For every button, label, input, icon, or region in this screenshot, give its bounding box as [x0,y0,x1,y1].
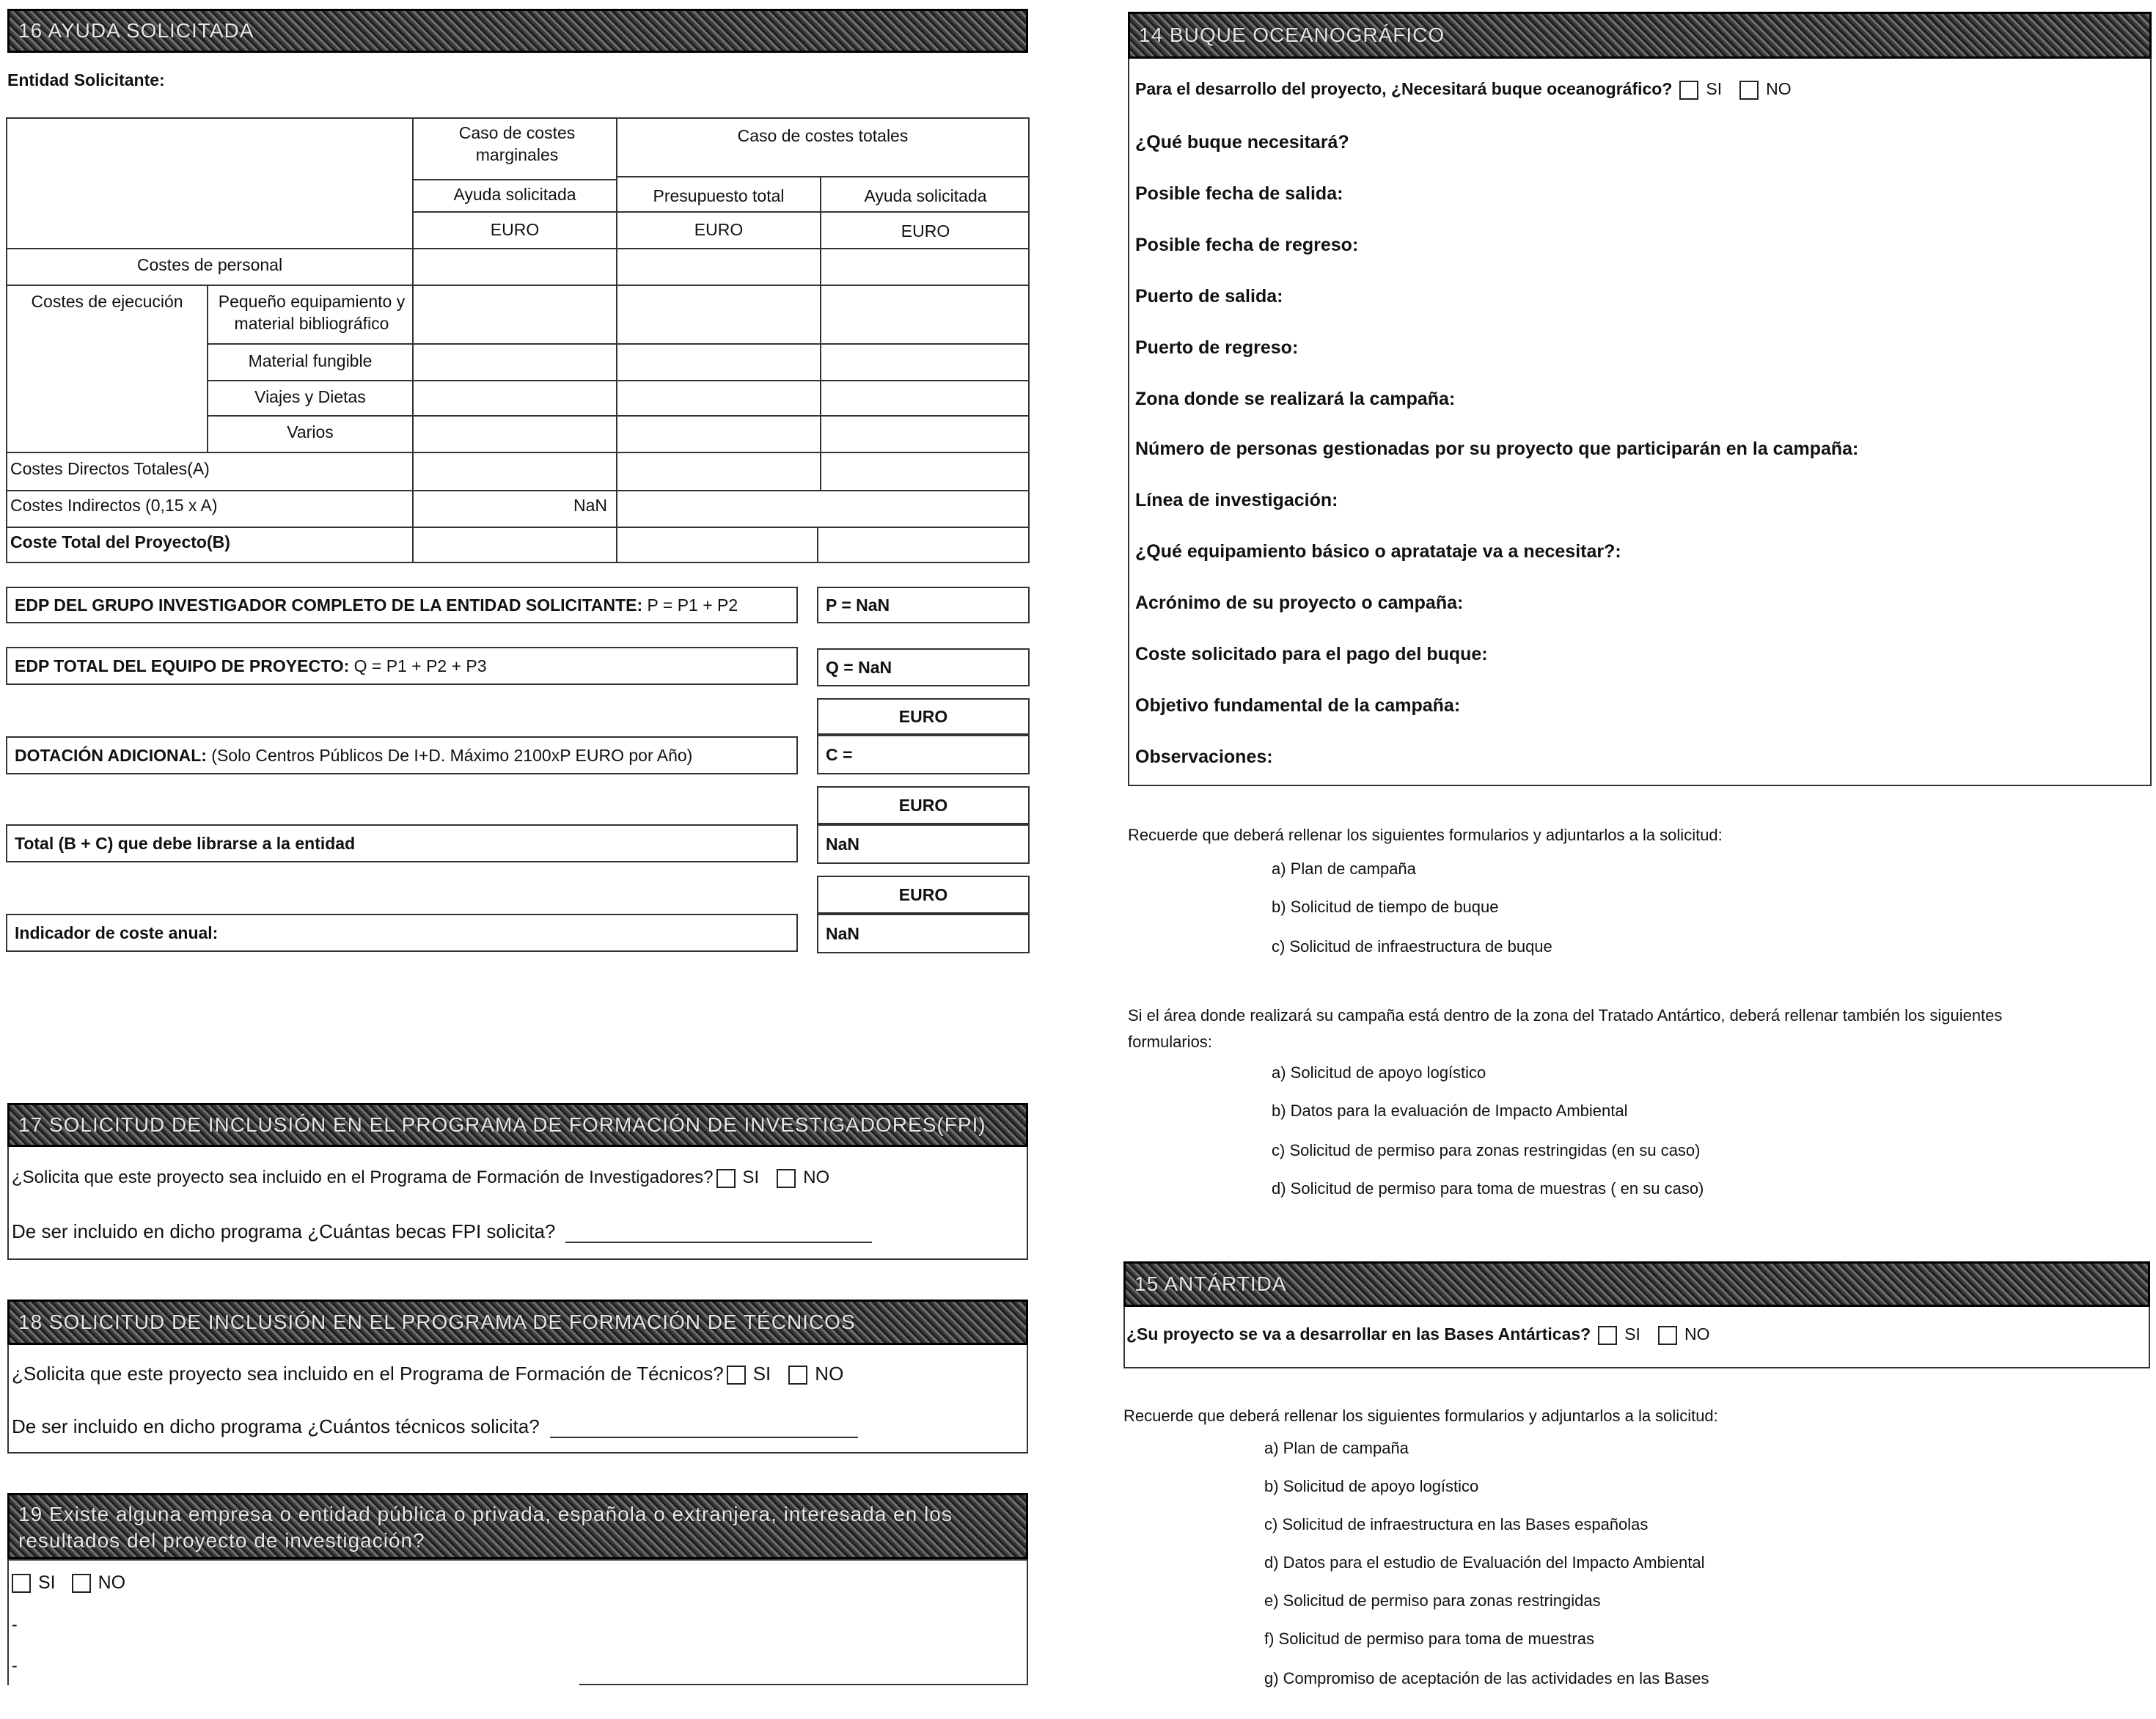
euro-col3: EURO [901,221,950,241]
antartico-note-1: Si el área donde realizará su campaña está dentro de la zona del Tratado Antártico, deberá rellenar también los siguientes [1128,1006,2003,1025]
row-indirectos: Costes Indirectos (0,15 x A) [10,496,218,515]
edp-grupo-value[interactable]: P = NaN [817,587,1030,623]
buque-form-a: a) Plan de campaña [1272,860,1416,878]
tecnicos-question: ¿Solicita que este proyecto sea incluido en el Programa de Formación de Técnicos? SI NO [12,1363,844,1385]
edp-total-value[interactable]: Q = NaN [817,648,1030,686]
row-directos: Costes Directos Totales(A) [10,459,210,478]
header-total: Caso de costes totales [737,126,909,145]
row-viajes: Viajes y Dietas [254,387,366,406]
field-puerto-regreso: Puerto de regreso: [1135,337,1299,358]
entity-label: Entidad Solicitante: [7,70,165,89]
tecnicos-count-input[interactable] [550,1422,858,1438]
row-personal: Costes de personal [136,255,283,274]
empresa-no-checkbox[interactable] [72,1574,91,1593]
section-17-title: 17 SOLICITUD DE INCLUSIÓN EN EL PROGRAMA DE FORMACIÓN DE INVESTIGADORES(FPI) [18,1113,986,1136]
fpi-question: ¿Solicita que este proyecto sea incluido en el Programa de Formación de Investigadores? SI NO [12,1168,830,1187]
buque-si-checkbox[interactable] [1679,81,1698,100]
empresa-dash-2: - [12,1656,18,1675]
tecnicos-count: De ser incluido en dicho programa ¿Cuántos técnicos solicita? [12,1415,858,1438]
fpi-si-checkbox[interactable] [716,1169,736,1188]
field-fecha-salida: Posible fecha de salida: [1135,183,1343,204]
indicador-field: Indicador de coste anual: [6,914,798,952]
euro-col1: EURO [490,220,540,239]
section-19-title: 19 Existe alguna empresa o entidad pública o privada, española o extranjera, interesada en los resultados del proyecto de investigación? [18,1503,953,1552]
edp-total-field: EDP TOTAL DEL EQUIPO DE PROYECTO: Q = P1 + P2 + P3 [6,647,798,685]
antartida-question: ¿Su proyecto se va a desarrollar en las Bases Antárticas? SI NO [1126,1324,1710,1344]
empresa-dash-1: - [12,1615,18,1634]
antartida-form-a: a) Plan de campaña [1264,1439,1409,1457]
empresa-si-checkbox[interactable] [12,1574,31,1593]
dotacion-field: DOTACIÓN ADICIONAL: (Solo Centros Públicos De I+D. Máximo 2100xP EURO por Año) [6,736,798,774]
antartico-form-a: a) Solicitud de apoyo logístico [1272,1063,1486,1082]
buque-question: Para el desarrollo del proyecto, ¿Necesitará buque oceanográfico? SI NO [1135,79,1792,98]
euro-label-3: EURO [817,876,1030,914]
field-zona: Zona donde se realizará la campaña: [1135,389,1456,409]
row-total: Coste Total del Proyecto(B) [10,532,230,551]
euro-label-2: EURO [817,786,1030,824]
edp-grupo-field: EDP DEL GRUPO INVESTIGADOR COMPLETO DE LA ENTIDAD SOLICITANTE: P = P1 + P2 [6,587,798,623]
antartida-no-checkbox[interactable] [1658,1326,1677,1345]
fpi-becas: De ser incluido en dicho programa ¿Cuántas becas FPI solicita? [12,1220,872,1243]
antartida-form-d: d) Datos para el estudio de Evaluación del Impacto Ambiental [1264,1553,1705,1572]
section-16-header [7,9,1028,53]
field-equipamiento: ¿Qué equipamiento básico o apratataje va a necesitar?: [1135,541,1621,562]
row-indirectos-value: NaN [573,496,608,515]
field-que-buque: ¿Qué buque necesitará? [1135,132,1349,153]
section-15-header [1123,1261,2150,1307]
fpi-becas-input[interactable] [565,1227,872,1243]
field-coste-buque: Coste solicitado para el pago del buque: [1135,644,1488,664]
field-puerto-salida: Puerto de salida: [1135,286,1283,307]
field-numero-personas: Número de personas gestionadas por su proyecto que participarán en la campaña: [1135,439,1859,459]
antartida-form-f: f) Solicitud de permiso para toma de muestras [1264,1630,1594,1648]
antartida-form-g: g) Compromiso de aceptación de las actividades en las Bases [1264,1669,1709,1687]
row-ejecucion: Costes de ejecución [31,292,183,311]
section-15-title: 15 ANTÁRTIDA [1134,1272,1287,1295]
euro-label-1: EURO [817,698,1030,735]
header-ayuda-marginal: Ayuda solicitada [453,185,576,204]
field-fecha-regreso: Posible fecha de regreso: [1135,235,1359,255]
antartico-form-b: b) Datos para la evaluación de Impacto Ambiental [1272,1102,1628,1120]
buque-form-c: c) Solicitud de infraestructura de buque [1272,937,1552,956]
section-14-header [1128,12,2152,59]
tecnicos-no-checkbox[interactable] [788,1366,807,1385]
field-acronimo: Acrónimo de su proyecto o campaña: [1135,593,1464,613]
section-14-box [1128,59,2152,786]
recuerde-buque: Recuerde que deberá rellenar los siguientes formularios y adjuntarlos a la solicitud: [1128,826,1723,844]
header-ayuda-total: Ayuda solicitada [864,186,987,205]
dotacion-value[interactable]: C = [817,735,1030,774]
tecnicos-si-checkbox[interactable] [727,1366,746,1385]
header-marginal: Caso de costes marginales [458,123,576,164]
antartida-form-c: c) Solicitud de infraestructura en las Bases españolas [1264,1515,1649,1533]
buque-no-checkbox[interactable] [1739,81,1759,100]
section-18-header [7,1300,1028,1345]
field-linea-investigacion: Línea de investigación: [1135,490,1338,510]
section-14-title: 14 BUQUE OCEANOGRÁFICO [1139,23,1445,46]
buque-form-b: b) Solicitud de tiempo de buque [1272,898,1499,916]
antartico-form-c: c) Solicitud de permiso para zonas restringidas (en su caso) [1272,1141,1701,1159]
antartida-si-checkbox[interactable] [1598,1326,1617,1345]
indicador-value[interactable]: NaN [817,914,1030,953]
field-observaciones: Observaciones: [1135,747,1273,767]
antartida-form-b: b) Solicitud de apoyo logístico [1264,1477,1479,1495]
antartida-form-e: e) Solicitud de permiso para zonas restringidas [1264,1591,1601,1610]
antartico-note-2: formularios: [1128,1033,1212,1051]
row-equipamiento: Pequeño equipamiento y material bibliográfico [218,292,406,333]
row-varios: Varios [287,422,334,441]
field-objetivo: Objetivo fundamental de la campaña: [1135,695,1461,716]
antartico-form-d: d) Solicitud de permiso para toma de muestras ( en su caso) [1272,1179,1704,1198]
euro-col2: EURO [694,220,744,239]
empresa-options: SI NO [4,1572,125,1594]
fpi-no-checkbox[interactable] [777,1169,796,1188]
total-bc-value[interactable]: NaN [817,824,1030,864]
section-17-header [7,1103,1028,1147]
header-presupuesto: Presupuesto total [653,186,785,205]
section-19-header [7,1493,1028,1559]
total-bc-field: Total (B + C) que debe librarse a la entidad [6,824,798,862]
section-18-title: 18 SOLICITUD DE INCLUSIÓN EN EL PROGRAMA DE FORMACIÓN DE TÉCNICOS [18,1311,856,1333]
section-16-title: 16 AYUDA SOLICITADA [18,19,254,42]
row-fungible: Material fungible [248,351,373,370]
recuerde-antartida: Recuerde que deberá rellenar los siguientes formularios y adjuntarlos a la solicitud: [1123,1407,1718,1425]
